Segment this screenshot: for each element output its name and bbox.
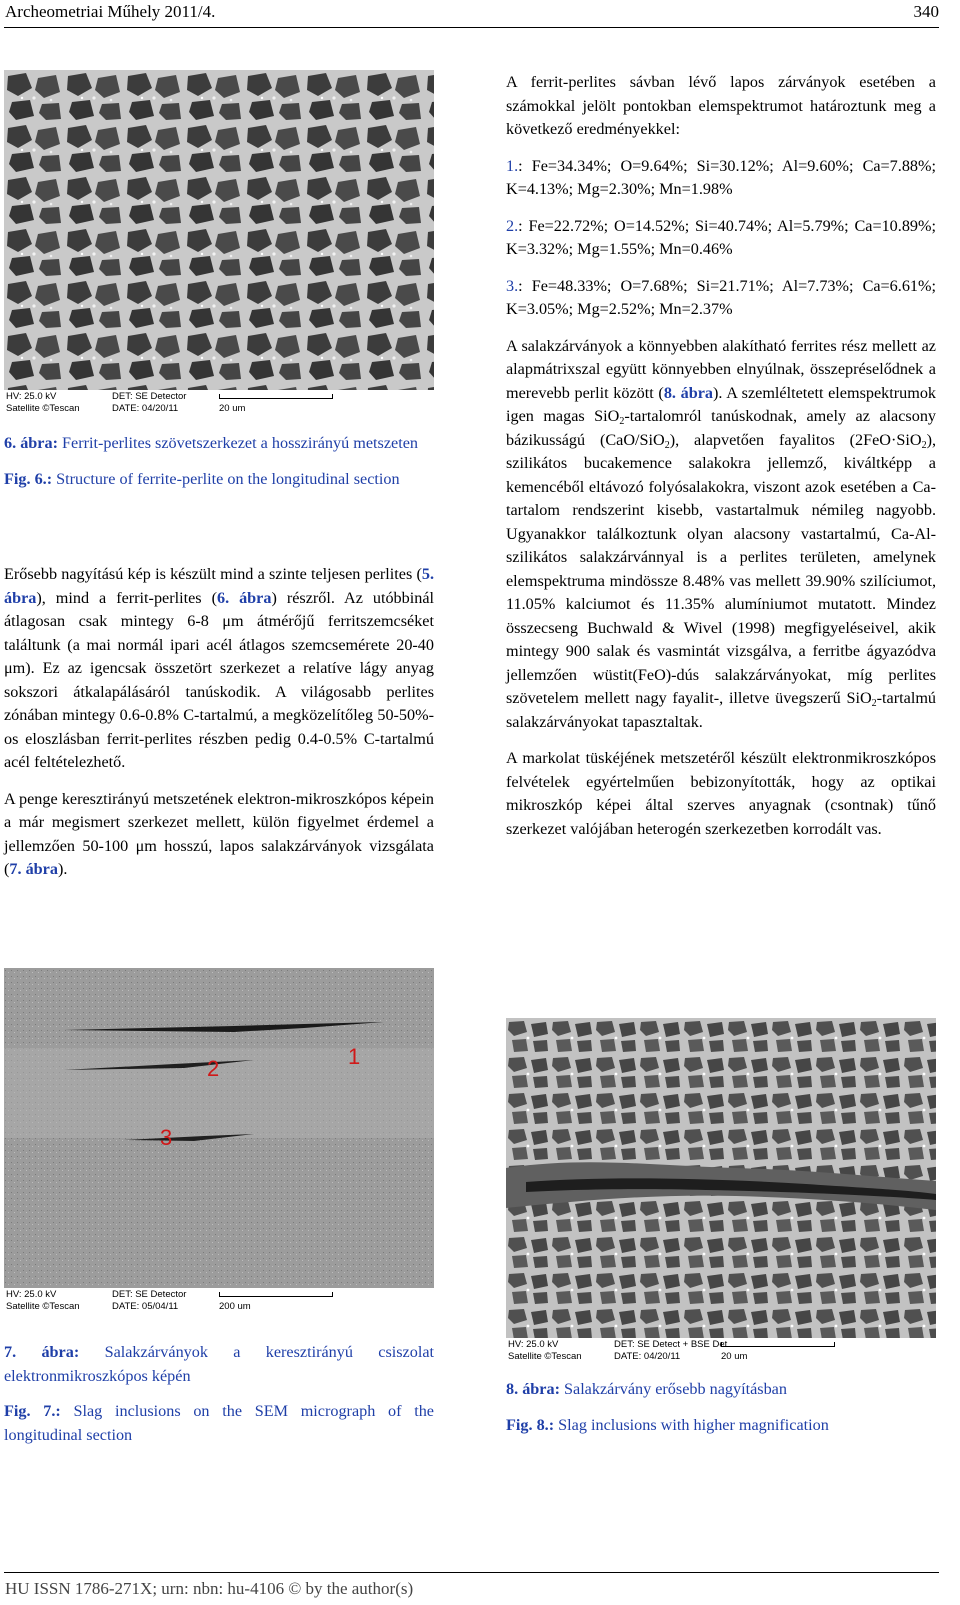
- paragraph: A markolat tüskéjének metszetéről készült elektronmikroszkópos felvételek egyértelműen bebizonyították, hogy az optikai mikroszkóp képei által szerves anyagnak (csontnak) tűnő szerkezet valójában heterogén szerkezetben korrodált vas.: [506, 749, 936, 838]
- sem-detector: DET: SE Detector: [112, 391, 187, 402]
- sem-scale: 200 um: [219, 1301, 251, 1312]
- sem-hv: HV: 25.0 kV: [6, 1289, 57, 1300]
- header-rule: [4, 27, 939, 28]
- figure-ref[interactable]: 8. ábra: [663, 383, 713, 402]
- figure-ref[interactable]: 5. ábra: [4, 565, 434, 607]
- sem-hv: HV: 25.0 kV: [508, 1339, 559, 1350]
- journal-title: Archeometriai Műhely 2011/4.: [5, 2, 216, 21]
- right-column-text: [506, 71, 936, 854]
- sem-make: Satellite ©Tescan: [6, 1301, 80, 1312]
- caption-label: 8. ábra:: [506, 1380, 560, 1398]
- sem-hv: HV: 25.0 kV: [6, 391, 57, 402]
- spectrum-result: 1.: Fe=34.34%; O=9.64%; Si=30.12%; Al=9.60%; Ca=7.88%; K=4.13%; Mg=2.30%; Mn=1.98%: [506, 156, 936, 198]
- marker-2: 2: [207, 1056, 220, 1081]
- sem-make: Satellite ©Tescan: [508, 1351, 582, 1362]
- sem-detector: DET: SE Detect + BSE Det: [614, 1339, 728, 1350]
- slag-inclusion-texture: [4, 968, 434, 1288]
- figure-ref[interactable]: 7. ábra: [9, 860, 58, 878]
- sem-date: DATE: 04/20/11: [614, 1351, 681, 1362]
- figure-8-micrograph: [506, 1018, 936, 1363]
- sem-scale: 20 um: [219, 403, 246, 414]
- page-number: 340: [913, 2, 939, 21]
- figure-7-caption: [4, 1341, 434, 1459]
- caption-label-en: Fig. 6.:: [4, 469, 53, 488]
- sem-date: DATE: 04/20/11: [112, 403, 179, 414]
- caption-text-hu: Ferrit-perlites szövetszerkezet a hosszirányú metszeten: [62, 434, 418, 452]
- marker-3: 3: [160, 1125, 173, 1150]
- sem-info-bar: [506, 1338, 936, 1363]
- scale-bar: [721, 1342, 835, 1347]
- caption-label: 7. ábra:: [4, 1343, 80, 1361]
- caption-label-en: Fig. 7.:: [4, 1402, 61, 1420]
- sem-info-bar: [4, 390, 434, 415]
- footer-issn: HU ISSN 1786-271X; urn: nbn: hu-4106 © by the author(s): [5, 1579, 414, 1598]
- figure-8-caption: [506, 1378, 936, 1449]
- sem-date: DATE: 05/04/11: [112, 1301, 179, 1312]
- slag-magnified-texture: [506, 1018, 936, 1338]
- scale-bar: [219, 394, 333, 399]
- caption-text-en: Structure of ferrite-perlite on the longitudinal section: [56, 469, 400, 488]
- caption-text-en: Slag inclusions with higher magnification: [558, 1415, 829, 1434]
- scale-bar: [219, 1292, 333, 1297]
- marker-1: 1: [348, 1044, 361, 1069]
- spectrum-result: 3.: Fe=48.33%; O=7.68%; Si=21.71%; Al=7.73%; Ca=6.61%; K=3.05%; Mg=2.52%; Mn=2.37%: [506, 276, 936, 318]
- figure-6-micrograph: [4, 70, 434, 415]
- sem-scale: 20 um: [721, 1351, 748, 1362]
- paragraph: A ferrit-perlites sávban lévő lapos zárványok esetében a számokkal jelölt pontokban elemspektrumot határoztunk meg a következő eredményekkel:: [506, 73, 936, 138]
- sem-detector: DET: SE Detector: [112, 1289, 187, 1300]
- spectrum-result: 2.: Fe=22.72%; O=14.52%; Si=40.74%; Al=5.79%; Ca=10.89%; K=3.32%; Mg=1.55%; Mn=0.46%: [506, 216, 936, 258]
- caption-text-hu: Salakzárvány erősebb nagyításban: [564, 1380, 787, 1398]
- caption-label: 6. ábra:: [4, 434, 58, 452]
- figure-ref[interactable]: 6. ábra: [216, 588, 272, 607]
- sem-make: Satellite ©Tescan: [6, 403, 80, 414]
- caption-text-hu: Salakzárványok a keresztirányú csiszolat elektronmikroszkópos képén: [4, 1343, 435, 1385]
- paragraph: A salakzárványok a könnyebben alakítható ferrites rész mellett az alapmátrixszal együtt könnyebben elnyúlnak, összepréselődnek a merevebb perlit között (8. ábra). A szemléltetett elemspektrumok igen magas SiO$_2$-tartalomról tanúskodnak, amely az alacsony bázikusságú (CaO/SiO$_2$), alapvetően fayalitos (2FeO·SiO$_2$), szilikátos bucakemence salakokra jellemző, kiváltképp a kemencéből eltávozó folyósalakokra, viszont azok esetében a Ca-tartalom rendszerint kisebb, vastartalmuk némileg nagyobb. Ugyanakkor találkoztunk olyan alacsony vastartalmú, Ca-Al-szilikátos salakzárvánnyal is a perlites területen, amelynek elemspektruma mindössze 8.48% vas mellett 39.90% szilíciumot, 11.05% kalciumot és 11.35% alumíniumot mutatott. Mindez összecseng Buchwald & Wivel (1998) megfigyeléseivel, akik mintegy 900 salak és vasmintát vizsgálva, a ferritbe ágyazódva jellemzően wüstit(FeO)-dús salakzárványokat, míg perlites szövetelem mellett nagy fayalit-, illetve üvegszerű SiO$_2$-tartalmú salakzárványokat tapasztaltak.: [506, 336, 937, 731]
- left-column-text: [4, 563, 434, 895]
- sem-info-bar: [4, 1288, 434, 1313]
- figure-6-caption: [4, 432, 434, 503]
- caption-label-en: Fig. 8.:: [506, 1415, 555, 1434]
- figure-7-micrograph: [4, 968, 434, 1313]
- footer-rule: [4, 1572, 939, 1573]
- paragraph: Erősebb nagyítású kép is készült mind a szinte teljesen perlites (5. ábra), mind a ferrit-perlites (6. ábra) részről. Az utóbbinál átlagosan csak mintegy 6-8 μm átmérőjű ferritszemcséket találtunk (a mai normál ipari acél átlagos szemcsemérete 20-40 μm). Ez az igencsak összetört szerkezet a relatíve lágy anyag sokszori átkalapálásáról tanúskodik. A világosabb perlites zónában mintegy 0.6-0.8% C-tartalmú, a megközelítőleg 50-50%-os eloszlásban ferrit-perlites részben pedig 0.4-0.5% C-tartalmú acél feltételezhető.: [4, 565, 435, 771]
- paragraph: A penge keresztirányú metszetének elektron-mikroszkópos képein a már megismert szerkezet mellett, külön figyelmet érdemel a jellemzően 50-100 μm hosszú, lapos salakzárványok vizsgálata (7. ábra).: [4, 789, 434, 878]
- caption-text-en: Slag inclusions on the SEM micrograph of the longitudinal section: [4, 1402, 434, 1444]
- ferrite-perlite-texture: [4, 70, 434, 390]
